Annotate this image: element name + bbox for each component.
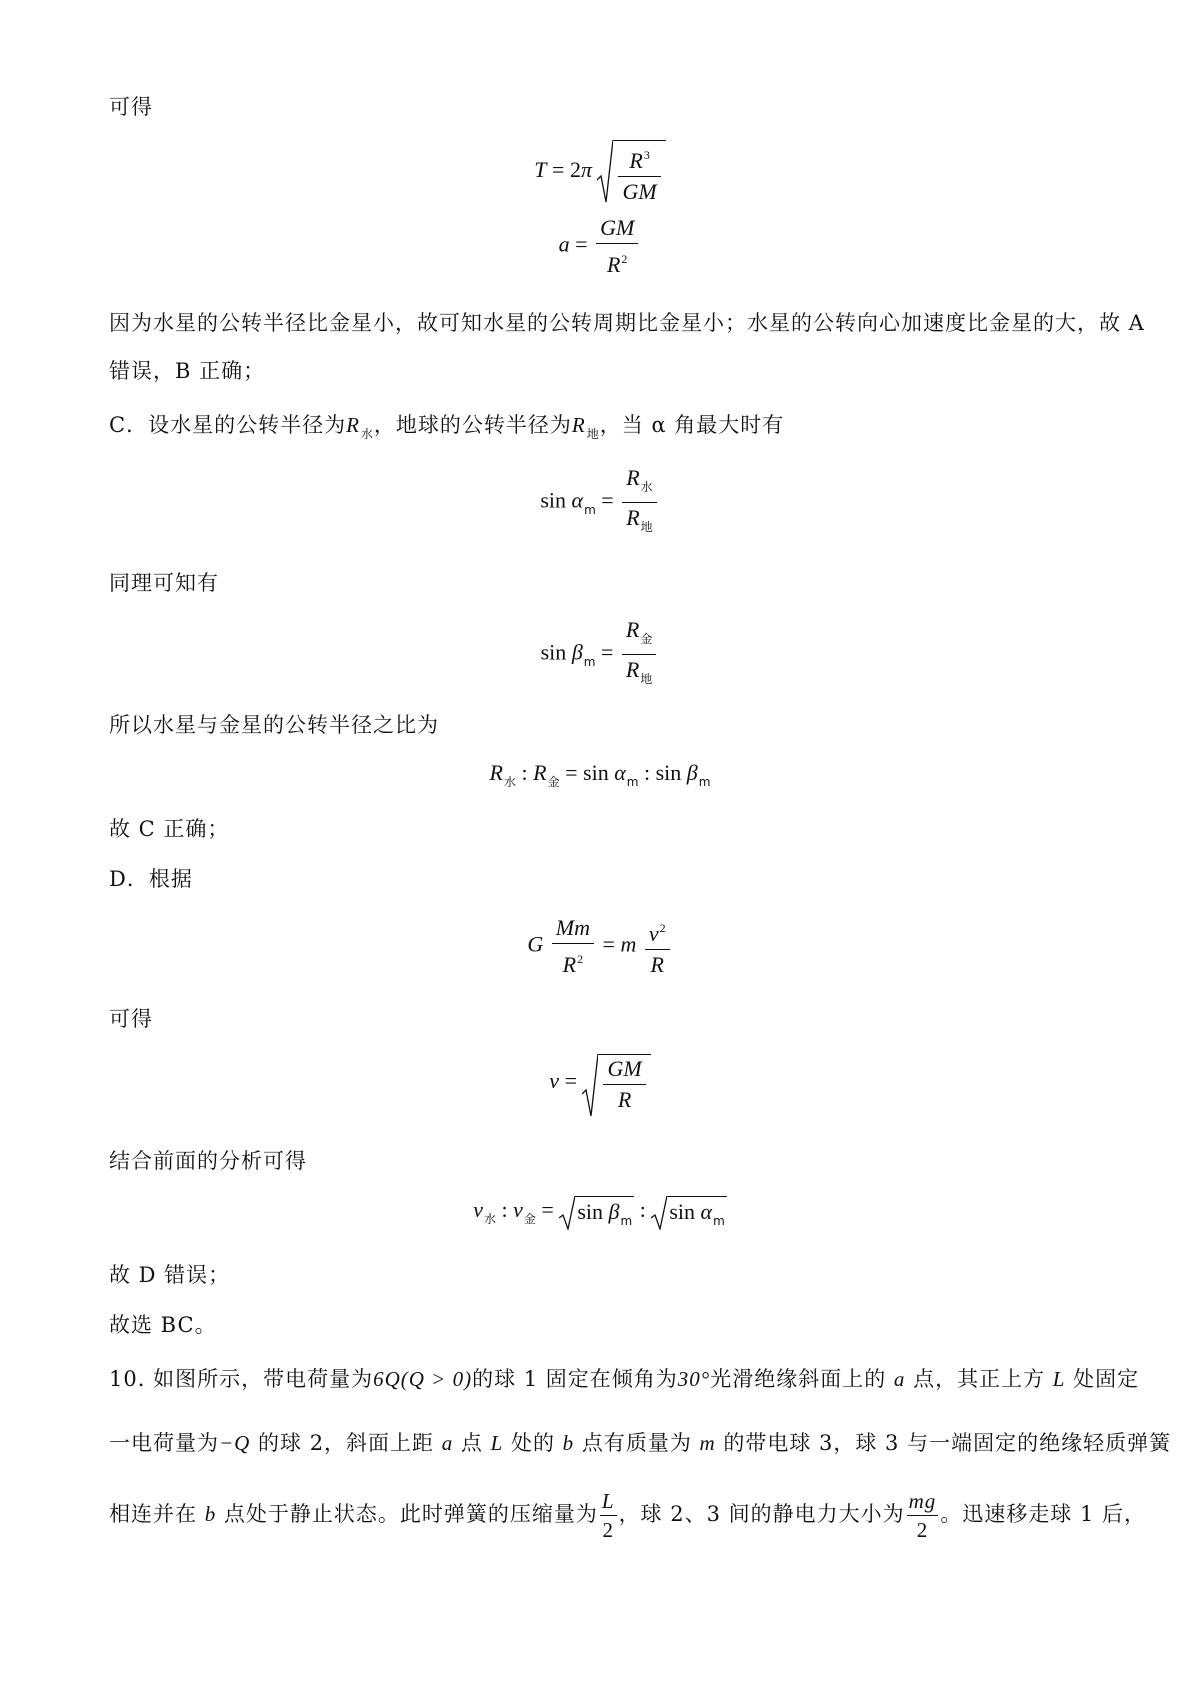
eq-symbol: R [533, 760, 547, 785]
eq-function: sin [540, 639, 572, 665]
eq-symbol: a [441, 1431, 454, 1455]
eq-symbol: α [700, 1199, 713, 1224]
subscript: m [626, 775, 639, 789]
text-run: 的球 1 固定在倾角为 [472, 1367, 678, 1391]
radical-sign-icon [651, 1196, 667, 1230]
equation-velocity [0, 1054, 1200, 1112]
radical-sign-icon [582, 1054, 598, 1118]
fraction [622, 466, 656, 539]
subscript: m [620, 1214, 633, 1228]
question-10-line1 [109, 1364, 1139, 1394]
eq-symbol: R [606, 252, 621, 277]
fraction-numerator: mg [908, 1489, 937, 1513]
equation-acceleration [0, 216, 1200, 277]
eq-operator: : [496, 1197, 514, 1223]
text-tongli: 同理可知有 [109, 571, 219, 595]
eq-symbol: T [534, 157, 547, 183]
text-run: 点处于静止状态。此时弹簧的压缩量为 [216, 1502, 598, 1526]
eq-symbol: R [562, 952, 577, 977]
eq-symbol: v [513, 1197, 523, 1223]
subscript: 金 [640, 632, 653, 646]
text-conclusion-d: 故 D 错误； [109, 1263, 231, 1287]
eq-symbol: R [346, 413, 360, 437]
eq-symbol: a [558, 231, 570, 257]
paragraph-analysis-b-line2: 错误，B 正确； [109, 359, 266, 383]
text-run: 。迅速移走球 1 后， [940, 1502, 1147, 1526]
eq-symbol: v [549, 1068, 560, 1094]
subscript: 地 [640, 672, 653, 686]
radical-sign-icon [597, 140, 613, 204]
eq-symbol: R [650, 952, 664, 977]
equation-sin-alpha [0, 466, 1200, 539]
text-run: ，地球的公转半径为 [373, 413, 572, 437]
eq-symbol: v [648, 921, 659, 946]
eq-symbol: a [893, 1367, 906, 1391]
equation-gravity [0, 916, 1200, 977]
eq-symbol: m [699, 1431, 716, 1455]
text-run: ，当 α 角最大时有 [599, 413, 785, 437]
fraction [552, 916, 594, 977]
fraction [596, 216, 638, 277]
eq-symbol: R [626, 465, 640, 490]
fraction [618, 143, 660, 204]
eq-symbol: −Q [219, 1431, 251, 1455]
eq-symbol: R [617, 1087, 632, 1112]
fraction-numerator: L [601, 1489, 615, 1513]
eq-symbol: R [625, 657, 640, 682]
text-run: 的带电球 3，球 3 与一端固定的绝缘轻质弹簧 [715, 1431, 1172, 1455]
text-run: 相连并在 [109, 1502, 205, 1526]
text-jiehe: 结合前面的分析可得 [109, 1149, 307, 1173]
eq-operator: = [597, 931, 621, 957]
question-10-line2 [109, 1428, 1171, 1458]
fraction [622, 618, 656, 691]
subscript: 水 [360, 427, 374, 441]
exponent: 3 [643, 148, 650, 162]
eq-operator: = [535, 1197, 560, 1223]
eq-symbol: β [608, 1199, 620, 1224]
eq-symbol: 6Q(Q > 0) [373, 1367, 473, 1391]
equation-period [0, 140, 1200, 204]
eq-symbol: GM [622, 179, 657, 204]
eq-function: sin [540, 487, 572, 513]
subscript: 水 [640, 480, 653, 494]
eq-operator: = sin [559, 760, 615, 785]
text-kede-2: 可得 [109, 1007, 153, 1031]
eq-operator: = [595, 639, 619, 665]
subscript: m [584, 502, 596, 517]
eq-symbol: β [571, 639, 583, 665]
eq-function: sin [577, 1199, 609, 1224]
eq-operator: : sin [638, 760, 687, 785]
text-run: ，球 2、3 间的静电力大小为 [618, 1502, 905, 1526]
text-run: 的球 2，斜面上距 [250, 1431, 442, 1455]
equation-sin-beta [0, 618, 1200, 691]
text-run: 光滑绝缘斜面上的 [710, 1367, 894, 1391]
subscript: m [713, 1214, 725, 1228]
fraction-denominator: 2 [600, 1515, 617, 1542]
text-suoyi: 所以水星与金星的公转半径之比为 [109, 713, 439, 737]
text-conclusion-c: 故 C 正确； [109, 817, 230, 841]
subscript: 地 [640, 520, 653, 534]
text-kede-1: 可得 [109, 95, 153, 119]
text-answer: 故选 BC。 [109, 1313, 217, 1337]
equation-velocity-ratio [0, 1196, 1200, 1228]
text-run: 10. 如图所示，带电荷量为 [109, 1367, 374, 1391]
text-run: 一电荷量为 [109, 1431, 219, 1455]
sqrt-radical [651, 1196, 726, 1228]
fraction [600, 1489, 617, 1542]
fraction [603, 1057, 645, 1112]
text-run: C．设水星的公转半径为 [109, 413, 347, 437]
subscript: 金 [547, 775, 560, 789]
sqrt-radical [597, 140, 665, 204]
eq-symbol: α [614, 760, 626, 785]
eq-operator: = [569, 231, 594, 257]
eq-symbol: v [473, 1197, 483, 1223]
eq-symbol: b [204, 1502, 217, 1526]
paragraph-option-c [109, 410, 784, 449]
sqrt-radical [559, 1196, 634, 1228]
fraction [645, 916, 670, 977]
eq-operator: : [516, 760, 534, 785]
eq-symbol: b [562, 1431, 575, 1455]
eq-symbol: m [620, 931, 637, 957]
eq-operator: : [634, 1197, 652, 1223]
equation-radius-ratio [0, 760, 1200, 790]
question-10-line3 [109, 1484, 1146, 1544]
eq-symbol: Mm [555, 915, 591, 940]
eq-symbol: GM [607, 1056, 642, 1081]
subscript: m [583, 654, 596, 669]
fraction-denominator: 2 [907, 1515, 939, 1542]
eq-symbol: L [1052, 1367, 1066, 1391]
eq-symbol: R [629, 148, 643, 173]
text-option-d: D．根据 [109, 867, 193, 891]
eq-symbol: 30° [677, 1367, 711, 1391]
subscript: 地 [586, 427, 600, 441]
paragraph-analysis-b-line1: 因为水星的公转半径比金星小，故可知水星的公转周期比金星小；水星的公转向心加速度比金星的大，故 A [109, 311, 1145, 335]
exponent: 2 [621, 252, 628, 266]
subscript: 水 [483, 1212, 496, 1227]
fraction [907, 1489, 939, 1542]
eq-symbol: β [686, 760, 698, 785]
eq-symbol: R [626, 505, 640, 530]
eq-operator: = 2 [546, 157, 581, 183]
eq-symbol: α [571, 487, 584, 513]
eq-operator: = [595, 487, 620, 513]
radical-sign-icon [559, 1196, 575, 1230]
text-run: 处的 [503, 1431, 563, 1455]
eq-operator: = [559, 1068, 583, 1094]
eq-symbol: R [571, 413, 586, 437]
subscript: m [698, 775, 711, 789]
exponent: 2 [659, 921, 666, 935]
subscript: 金 [523, 1212, 536, 1227]
text-run: 点有质量为 [574, 1431, 700, 1455]
subscript: 水 [504, 775, 517, 789]
sqrt-radical [582, 1054, 650, 1112]
eq-symbol: GM [600, 215, 635, 240]
eq-symbol: G [527, 931, 544, 957]
eq-symbol: L [490, 1431, 504, 1455]
eq-symbol: R [489, 760, 503, 785]
eq-function: sin [669, 1199, 701, 1224]
text-run: 处固定 [1065, 1367, 1140, 1391]
text-run: 点 [453, 1431, 491, 1455]
eq-symbol: π [580, 157, 592, 183]
exponent: 2 [577, 952, 584, 966]
eq-symbol: R [625, 617, 640, 642]
text-run: 点，其正上方 [905, 1367, 1053, 1391]
